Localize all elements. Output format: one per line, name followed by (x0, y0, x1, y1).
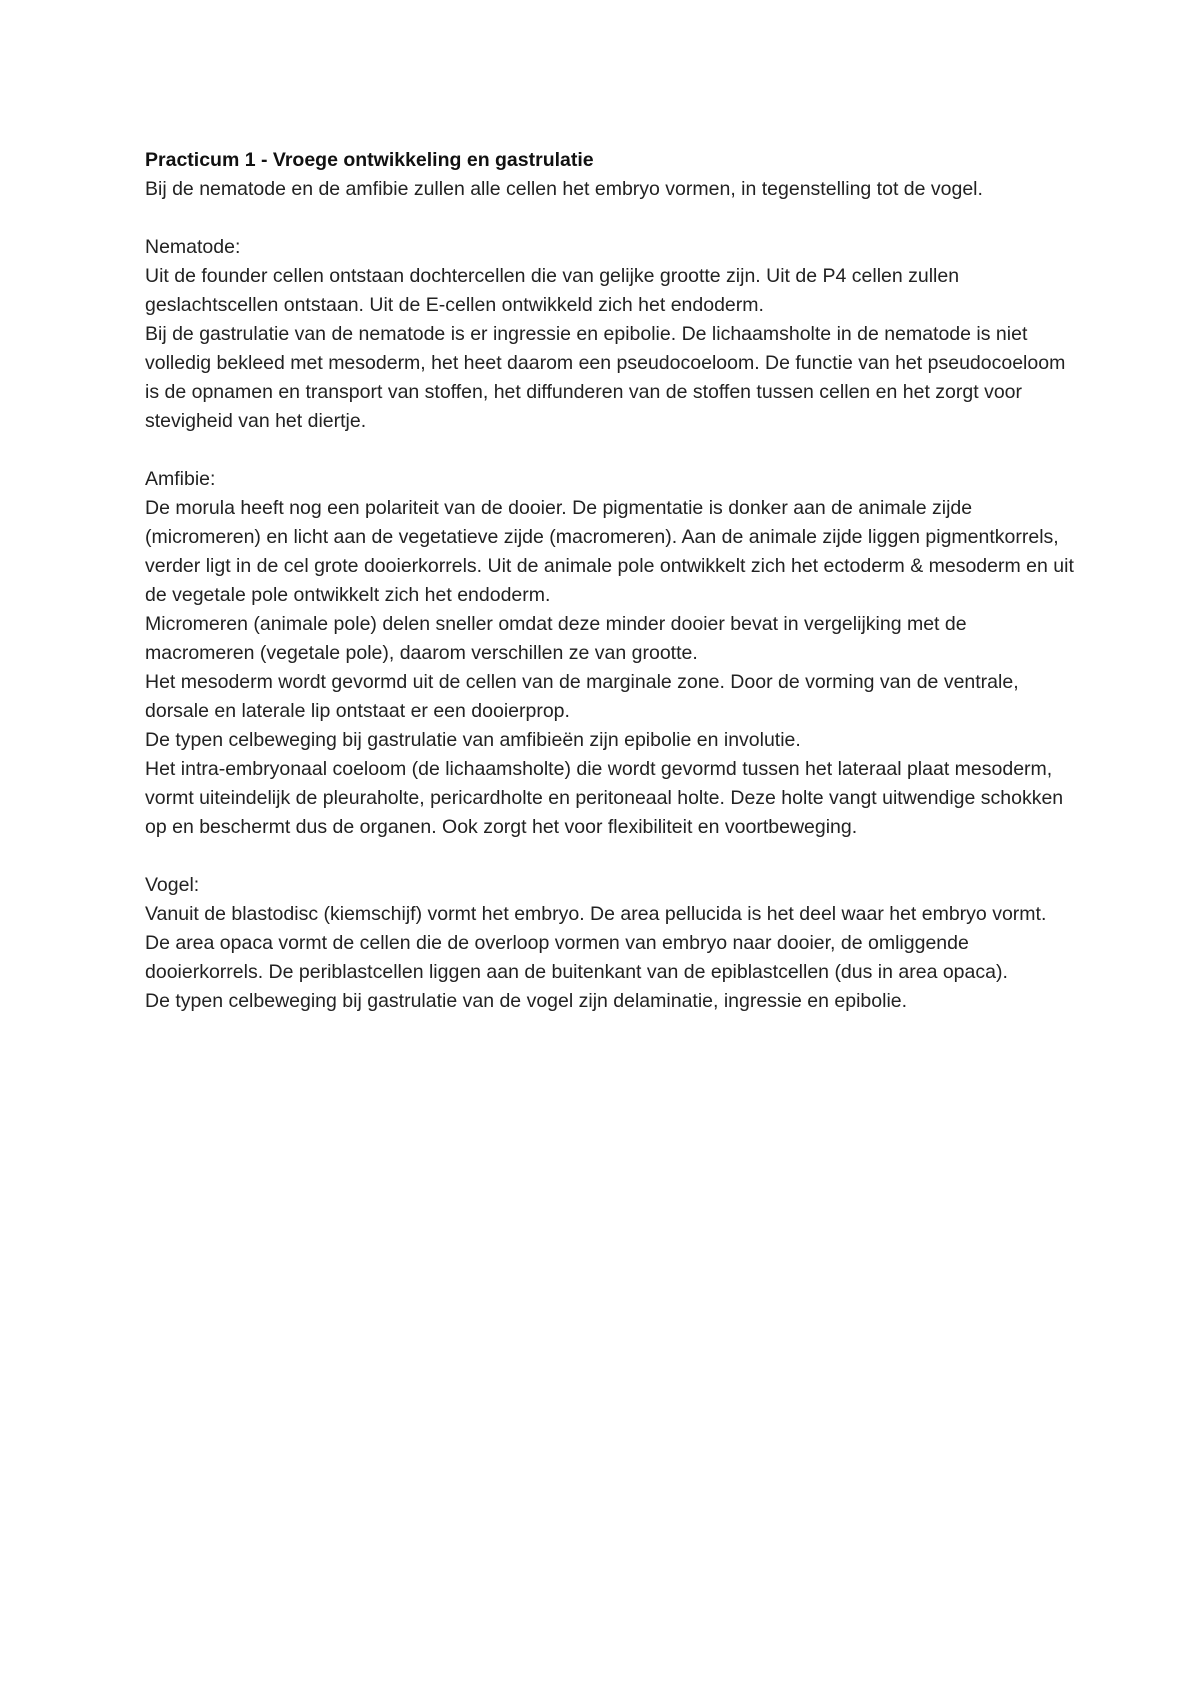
intro-paragraph: Bij de nematode en de amfibie zullen alle cellen het embryo vormen, in tegenstelling tot de vogel. (145, 178, 983, 200)
amfibie-paragraph: De typen celbeweging bij gastrulatie van amfibieën zijn epibolie en involutie. (145, 729, 801, 751)
spacer (145, 842, 1075, 871)
vogel-paragraph: Vanuit de blastodisc (kiemschijf) vormt het embryo. De area pellucida is het deel waar het embryo vormt. De area opaca vormt de cellen die de overloop vormen van embryo naar dooier, de omliggende dooierkorrels. De periblastcellen liggen aan de buitenkant van de epiblastcellen (dus in area opaca). (145, 903, 1047, 983)
amfibie-paragraph: De morula heeft nog een polariteit van de dooier. De pigmentatie is donker aan de animale zijde (micromeren) en licht aan de vegetatieve zijde (macromeren). Aan de animale zijde liggen pigmentkorrels, verder ligt in de cel grote dooierkorrels. Uit de animale pole ontwikkelt zich het ectoderm & mesoderm en uit de vegetale pole ontwikkelt zich het endoderm. (145, 497, 1074, 606)
nematode-paragraph: Bij de gastrulatie van de nematode is er ingressie en epibolie. De lichaamsholte in de nematode is niet volledig bekleed met mesoderm, het heet daarom een pseudocoeloom. De functie van het pseudocoeloom is de opnamen en transport van stoffen, het diffunderen van de stoffen tussen cellen en het zorgt voor stevigheid van het diertje. (145, 323, 1066, 432)
amfibie-paragraph: Het intra-embryonaal coeloom (de lichaamsholte) die wordt gevormd tussen het lateraal plaat mesoderm, vormt uiteindelijk de pleuraholte, pericardholte en peritoneaal holte. Deze holte vangt uitwendige schokken op en beschermt dus de organen. Ook zorgt het voor flexibiliteit en voortbeweging. (145, 758, 1064, 838)
section-heading-vogel: Vogel: (145, 874, 200, 896)
section-heading-nematode: Nematode: (145, 236, 241, 258)
amfibie-paragraph: Het mesoderm wordt gevormd uit de cellen van de marginale zone. Door de vorming van de ventrale, dorsale en laterale lip ontstaat er een dooierprop. (145, 671, 1019, 722)
spacer (145, 204, 1075, 233)
document-title: Practicum 1 - Vroege ontwikkeling en gastrulatie (145, 149, 594, 171)
section-heading-amfibie: Amfibie: (145, 468, 216, 490)
amfibie-paragraph: Micromeren (animale pole) delen sneller omdat deze minder dooier bevat in vergelijking met de macromeren (vegetale pole), daarom verschillen ze van grootte. (145, 613, 967, 664)
nematode-paragraph: Uit de founder cellen ontstaan dochtercellen die van gelijke grootte zijn. Uit de P4 cellen zullen geslachtscellen ontstaan. Uit de E-cellen ontwikkeld zich het endoderm. (145, 265, 960, 316)
vogel-paragraph: De typen celbeweging bij gastrulatie van de vogel zijn delaminatie, ingressie en epibolie. (145, 990, 908, 1012)
spacer (145, 436, 1075, 465)
document-body (145, 146, 1075, 1016)
